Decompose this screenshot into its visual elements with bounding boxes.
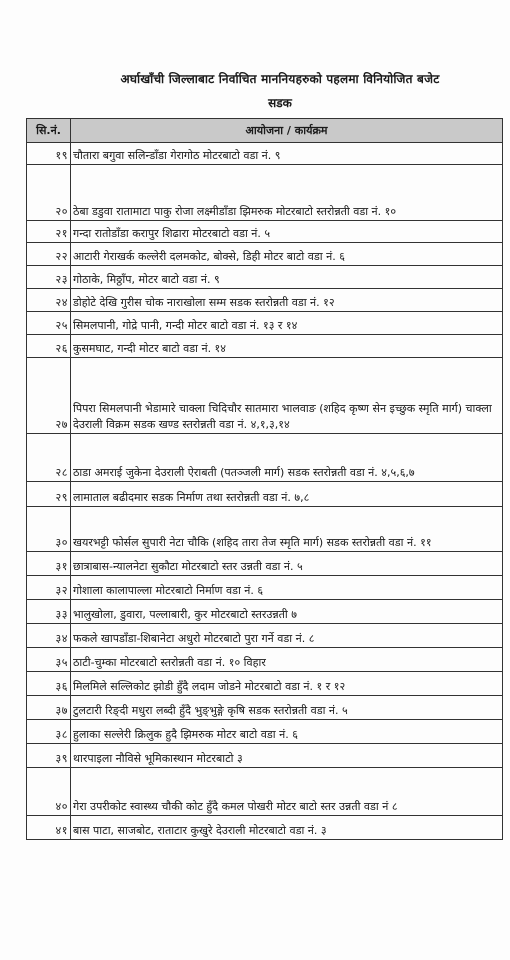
table-row [27,482,503,507]
table-row [27,720,503,744]
table-row [27,768,503,816]
row-project-name: फकले खापडाँडा-शिबानेटा अधुरो मोटरबाटो पुरा गर्ने वडा नं. ८ [71,624,503,648]
table-row [27,600,503,624]
row-project-name: हुलाका सल्लेरी क्रिलुक हुदै झिमरुक मोटर बाटो वडा नं. ६ [71,720,503,744]
row-serial-number: २२ [27,243,71,266]
row-project-name: खयरभट्टी फोर्सल सुपारी नेटा चौकि (शहिद तारा तेज स्मृति मार्ग) सडक स्तरोन्नती वडा नं. ११ [71,507,503,552]
table-row [27,335,503,358]
table-row [27,289,503,312]
row-serial-number: २१ [27,221,71,243]
row-serial-number: ३४ [27,624,71,648]
row-project-name: भालुखोला, डुवारा, पल्लाबारी, कुर मोटरबाटो स्तरउन्नती ७ [71,600,503,624]
header-project-name: आयोजना / कार्यक्रम [71,119,503,143]
table-row [27,744,503,768]
row-project-name: ठेबा डडुवा रातामाटा पाकु रोजा लक्ष्मीडाँडा झिमरुक मोटरबाटो स्तरोन्नती वडा नं. १० [71,165,503,221]
row-serial-number: २८ [27,434,71,482]
row-project-name: मिलमिले सल्लिकोट झोडी हुँदै लदाम जोडने मोटरबाटो वडा नं. १ र १२ [71,672,503,696]
row-project-name: छात्राबास-न्यालनेटा सुकौटा मोटरबाटो स्तर उन्नती वडा नं. ५ [71,552,503,576]
table-row [27,507,503,552]
document-title: अर्घाखाँची जिल्लाबाट निर्वाचित माननियहरुको पहलमा विनियोजित बजेट [120,72,440,86]
row-serial-number: ३९ [27,744,71,768]
row-project-name: कुसमघाट, गन्दी मोटर बाटो वडा नं. १४ [71,335,503,358]
row-project-name: चौतारा बगुवा सलिन्डाँडा गेरागोठ मोटरबाटो वडा नं. ९ [71,143,503,165]
row-serial-number: २९ [27,482,71,507]
row-project-name: गोठाके, मिठ्ठाँप, मोटर बाटो वडा नं. ९ [71,266,503,289]
row-serial-number: ३७ [27,696,71,720]
row-serial-number: ३२ [27,576,71,600]
row-serial-number: ३३ [27,600,71,624]
row-project-name: टुलटारी रिङ्दी मधुरा लब्दी हुँदै भुङ्भुङ्गे कृषि सडक स्तरोन्नती वडा नं. ५ [71,696,503,720]
table-row [27,696,503,720]
row-serial-number: २३ [27,266,71,289]
table-row [27,552,503,576]
table-row [27,576,503,600]
table-row [27,266,503,289]
table-row [27,243,503,266]
row-serial-number: ३० [27,507,71,552]
row-serial-number: १९ [27,143,71,165]
row-project-name: पिपरा सिमलपानी भेडामारे चाक्ला चिदिचौर सातमारा भालवाङ (शहिद कृष्ण सेन इच्छुक स्मृति मार्ग) चाक्ला देउराली विक्रम सडक खण्ड स्तरोन्नती वडा नं. ४,१,३,१४ [71,358,503,434]
row-serial-number: २६ [27,335,71,358]
table-row [27,648,503,672]
row-serial-number: ४० [27,768,71,816]
row-project-name: ठाटी-चुम्का मोटरबाटो स्तरोन्नती वडा नं. १० विहार [71,648,503,672]
table-row [27,672,503,696]
row-project-name: थारपाइला नौविसे भूमिकास्थान मोटरबाटो ३ [71,744,503,768]
table-row [27,358,503,434]
row-serial-number: ३८ [27,720,71,744]
row-project-name: डोहोटे देखि गुरीस चोक नाराखोला सम्म सडक स्तरोन्नती वडा नं. १२ [71,289,503,312]
row-project-name: आटारी गेराखर्क कल्लेरी दलमकोट, बोक्से, डिही मोटर बाटो वडा नं. ६ [71,243,503,266]
row-project-name: बास पाटा, साजबोट, राताटार कुखुरे देउराली मोटरबाटो वडा नं. ३ [71,816,503,840]
row-project-name: गोशाला कालापाल्ला मोटरबाटो निर्माण वडा नं. ६ [71,576,503,600]
row-serial-number: २५ [27,312,71,335]
table-row [27,434,503,482]
row-serial-number: २७ [27,358,71,434]
row-serial-number: ३६ [27,672,71,696]
row-serial-number: ४१ [27,816,71,840]
header-serial-number: सि.नं. [27,119,71,143]
table-row [27,624,503,648]
table-header-row [27,119,503,143]
table-row [27,221,503,243]
row-project-name: गन्दा रातोडाँडा करापुर शिढारा मोटरबाटो वडा नं. ५ [71,221,503,243]
row-project-name: सिमलपानी, गोद्रे पानी, गन्दी मोटर बाटो वडा नं. १३ र १४ [71,312,503,335]
row-project-name: लामाताल बढीदमार सडक निर्माण तथा स्तरोन्नती वडा नं. ७,८ [71,482,503,507]
document-subtitle: सडक [268,96,292,110]
table-row [27,312,503,335]
table-row [27,143,503,165]
row-serial-number: २४ [27,289,71,312]
row-serial-number: २० [27,165,71,221]
table-body [27,143,503,840]
row-project-name: गेरा उपरीकोट स्वास्थ्य चौकी कोट हुँदै कमल पोखरी मोटर बाटो स्तर उन्नती वडा नं ८ [71,768,503,816]
row-serial-number: ३१ [27,552,71,576]
table-row [27,816,503,840]
row-project-name: ठाडा अमराई जुकेना देउराली ऐराबती (पतञ्जली मार्ग) सडक स्तरोन्नती वडा नं. ४,५,६,७ [71,434,503,482]
table-row [27,165,503,221]
row-serial-number: ३५ [27,648,71,672]
projects-table [26,118,503,840]
